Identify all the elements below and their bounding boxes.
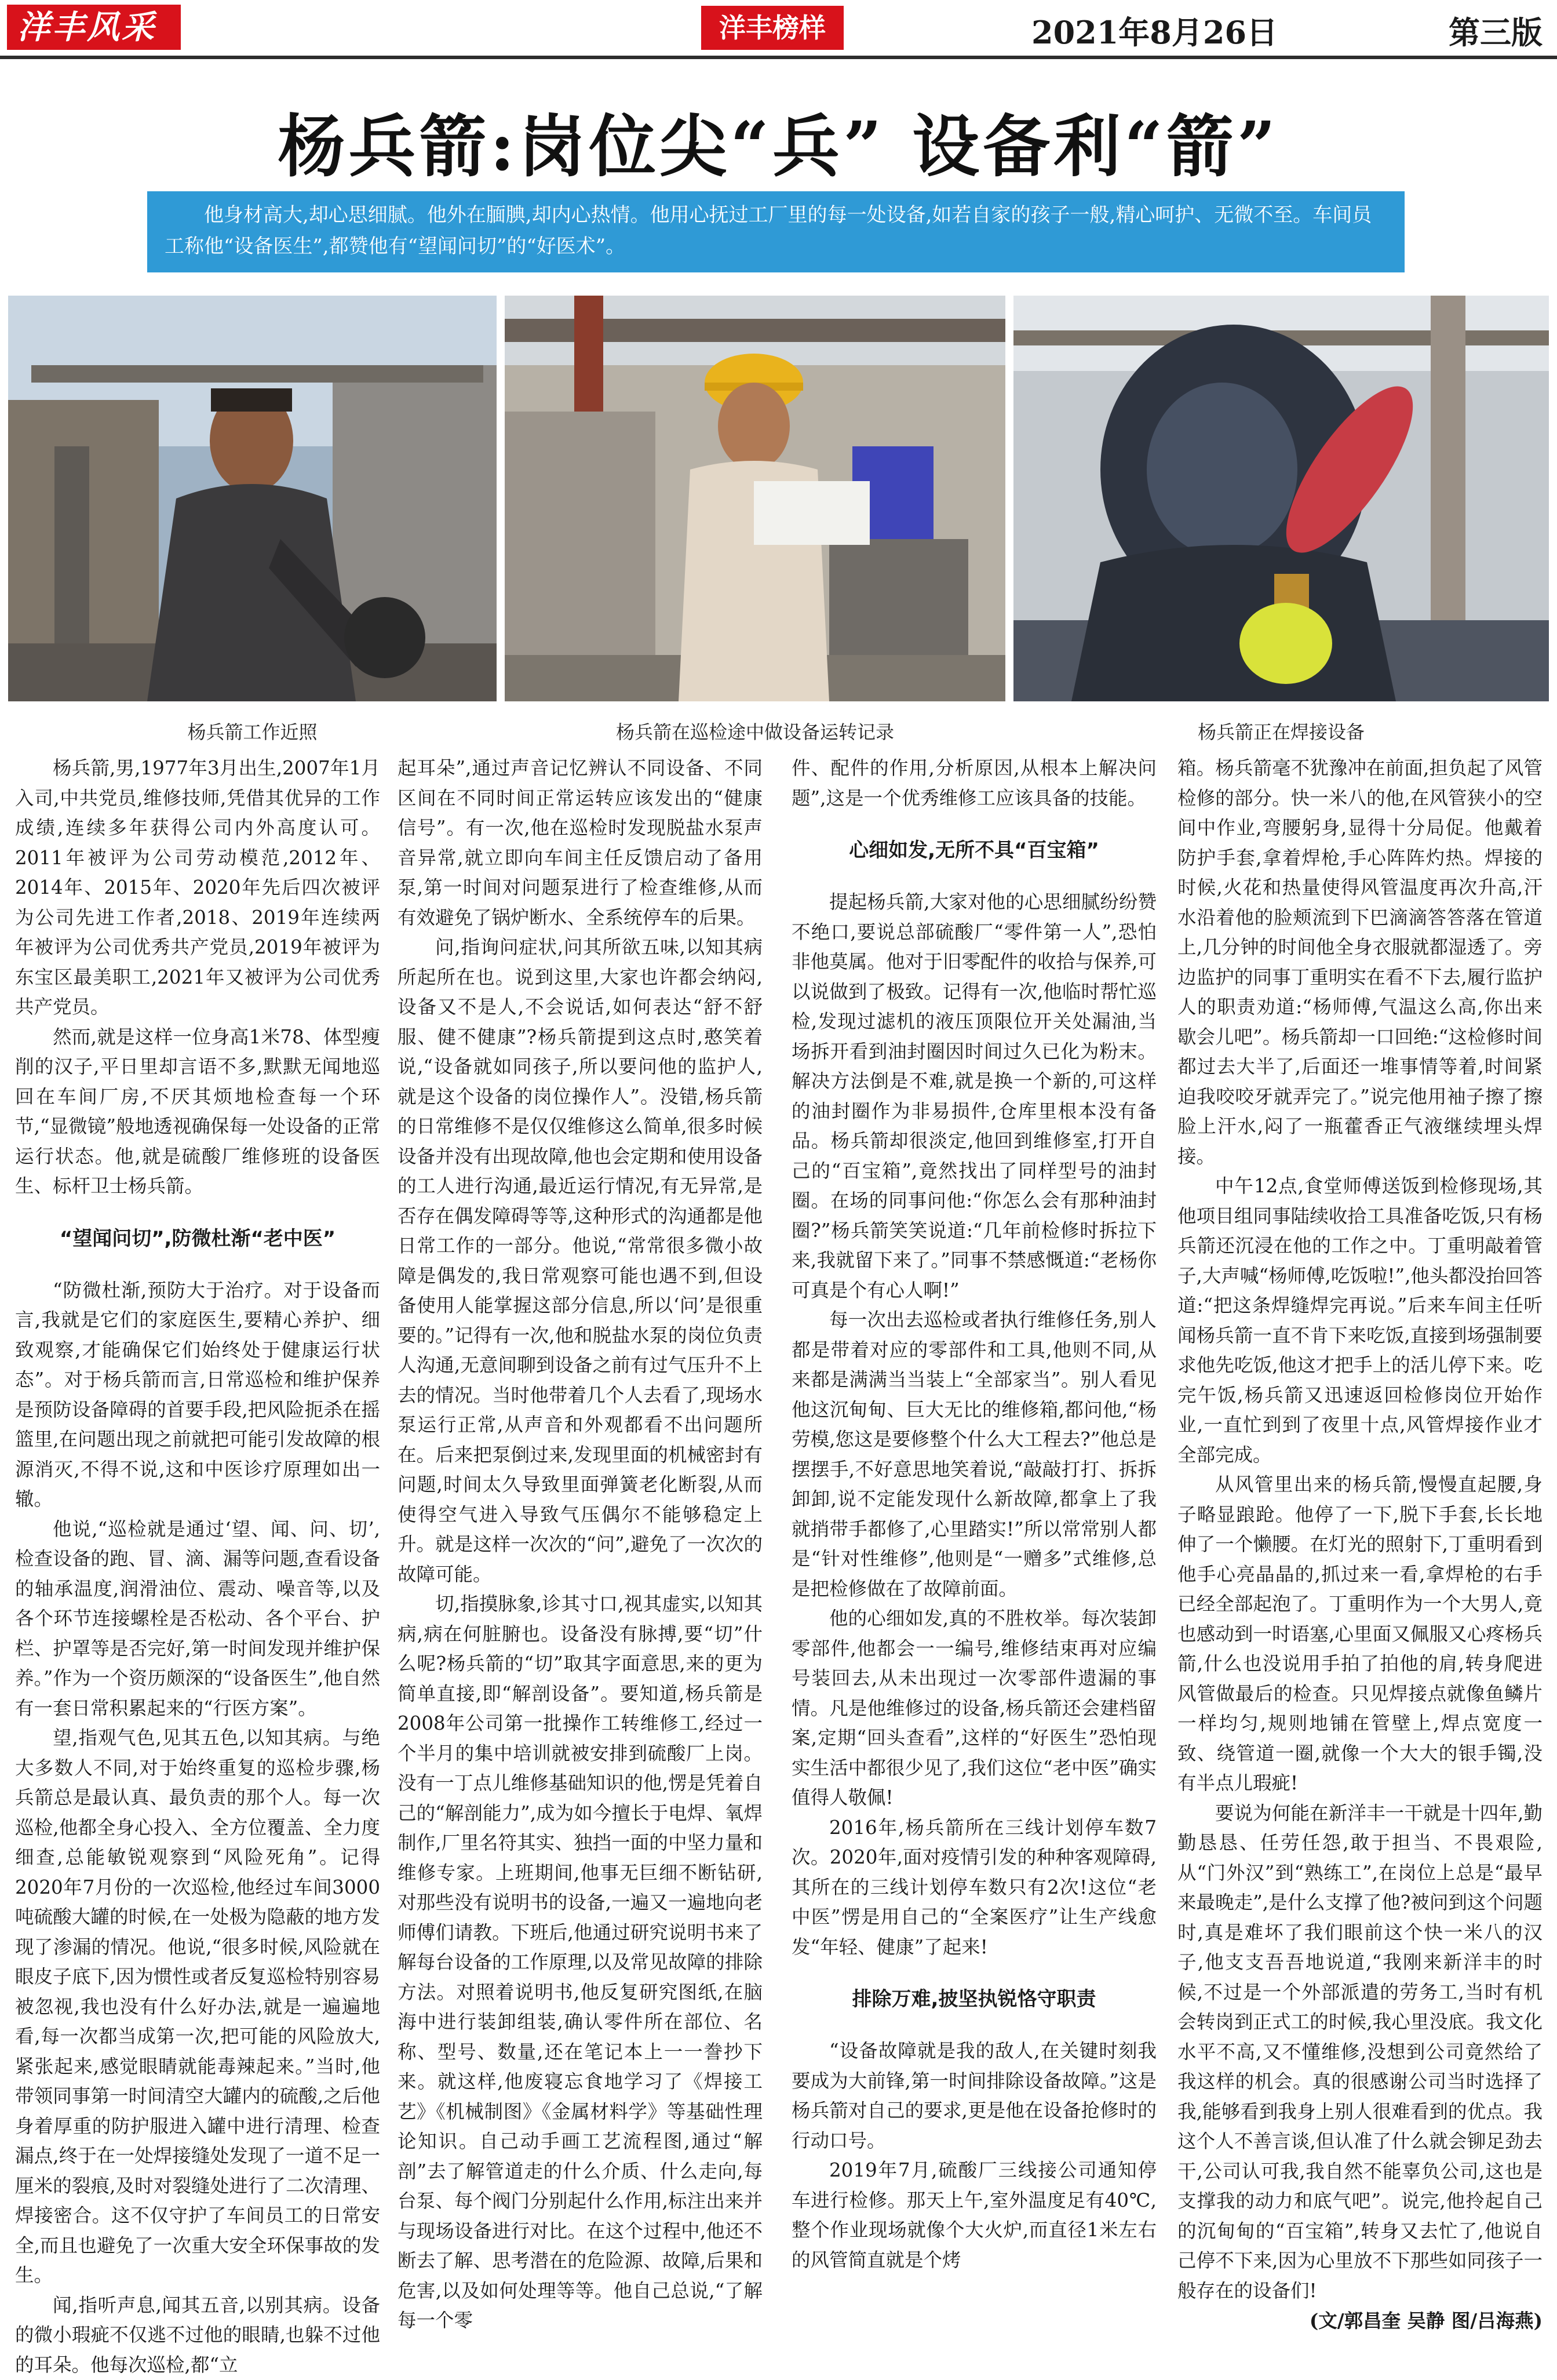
page-number: 第三版 xyxy=(1449,8,1543,53)
photo-caption: 杨兵箭工作近照 xyxy=(8,718,497,744)
paragraph: 中午12点,食堂师傅送饭到检修现场,其他项目组同事陆续收拾工具准备吃饭,只有杨兵箭还沉浸在他的工作之中。丁重明敲着管子,大声喊“杨师傅,吃饭啦!”,他头都没抬回答道:“把这条焊缝焊完再说。”后来车间主任听闻杨兵箭一直不肯下来吃饭,直接到场强制要求他先吃饭,他这才把手上的活儿停下来。吃完午饭,杨兵箭又迅速返回检修岗位开始作业,一直忙到到了夜里十点,风管焊接作业才全部完成。 xyxy=(1177,1171,1543,1470)
paragraph: 闻,指听声息,闻其五音,以别其病。设备的微小瑕疵不仅逃不过他的眼睛,也躲不过他的耳朵。他每次巡检,都“立 xyxy=(15,2291,380,2380)
article-column-2 xyxy=(398,754,763,2336)
paragraph: 件、配件的作用,分析原因,从根本上解决问题”,这是一个优秀维修工应该具备的技能。 xyxy=(792,754,1157,813)
masthead xyxy=(0,0,1557,58)
paragraph: 2016年,杨兵箭所在三线计划停车数7次。2020年,面对疫情引发的种种客观障碍,其所在的三线计划停车数只有2次!这位“老中医”愣是用自己的“全案医疗”让生产线愈发“年轻、健康”了起来! xyxy=(792,1813,1157,1963)
masthead-rule xyxy=(0,56,1557,59)
section-subheading: 心细如发,无所不具“百宝箱” xyxy=(792,836,1157,864)
section-subheading: “望闻问切”,防微杜渐“老中医” xyxy=(15,1225,380,1253)
paragraph: 2019年7月,硫酸厂三线接公司通知停车进行检修。那天上午,室外温度足有40℃,整个作业现场就像个大火炉,而直径1米左右的风管简直就是个烤 xyxy=(792,2156,1157,2275)
paragraph: 切,指摸脉象,诊其寸口,视其虚实,以知其病,病在何脏腑也。设备没有脉搏,要“切”什么呢?杨兵箭的“切”取其字面意思,来的更为简单直接,即“解剖设备”。要知道,杨兵箭是2008年公司第一批操作工转维修工,经过一个半月的集中培训就被安排到硫酸厂上岗。没有一丁点儿维修基础知识的他,愣是凭着自己的“解剖能力”,成为如今擅长于电焊、氧焊制作,厂里名符其实、独挡一面的中坚力量和维修专家。上班期间,他事无巨细不断钻研,对那些没有说明书的设备,一遍又一遍地向老师傅们请教。下班后,他通过研究说明书来了解每台设备的工作原理,以及常见故障的排除方法。对照着说明书,他反复研究图纸,在脑海中进行装卸组装,确认零件所在部位、名称、型号、数量,还在笔记本上一一誊抄下来。就这样,他废寝忘食地学习了《焊接工艺》《机械制图》《金属材料学》等基础性理论知识。自己动手画工艺流程图,通过“解剖”去了解管道走的什么介质、什么走向,每台泵、每个阀门分别起什么作用,标注出来并与现场设备进行对比。在这个过程中,他还不断去了解、思考潜在的危险源、故障,后果和危害,以及如何处理等等。他自己总说,“了解每一个零 xyxy=(398,1589,763,2336)
intro-box: 他身材高大,却心思细腻。他外在腼腆,却内心热情。他用心抚过工厂里的每一处设备,如若自家的孩子一般,精心呵护、无微不至。车间员工称他“设备医生”,都赞他有“望闻问切”的“好医术”。 xyxy=(147,191,1405,272)
photo-caption: 杨兵箭在巡检途中做设备运转记录 xyxy=(505,718,1005,744)
article-column-3 xyxy=(792,754,1157,2275)
paragraph: “设备故障就是我的敌人,在关键时刻我要成为大前锋,第一时间排除设备故障。”这是杨兵箭对自己的要求,更是他在设备抢修时的行动口号。 xyxy=(792,2036,1157,2156)
article-column-1 xyxy=(15,754,380,2380)
paragraph: 从风管里出来的杨兵箭,慢慢直起腰,身子略显踉跄。他停了一下,脱下手套,长长地伸了一个懒腰。在灯光的照射下,丁重明看到他手心亮晶晶的,抓过来一看,拿焊枪的右手已经全部起泡了。丁重明作为一个大男人,竟也感动到一时语塞,心里面又佩服又心疼杨兵箭,什么也没说用手拍了拍他的肩,转身爬进风管做最后的检查。只见焊接点就像鱼鳞片一样均匀,规则地铺在管壁上,焊点宽度一致、绕管道一圈,就像一个大大的银手镯,没有半点儿瑕疵! xyxy=(1177,1470,1543,1799)
paragraph: 他的心细如发,真的不胜枚举。每次装卸零部件,他都会一一编号,维修结束再对应编号装回去,从未出现过一次零部件遗漏的事情。凡是他维修过的设备,杨兵箭还会建档留案,定期“回头查看”,这样的“好医生”恐怕现实生活中都很少见了,我们这位“老中医”确实值得人敬佩! xyxy=(792,1604,1157,1813)
byline-credit: (文/郭昌奎 吴静 图/吕海燕) xyxy=(1177,2306,1543,2336)
paragraph: 提起杨兵箭,大家对他的心思细腻纷纷赞不绝口,要说总部硫酸厂“零件第一人”,恐怕非他莫属。他对于旧零配件的收拾与保养,可以说做到了极致。记得有一次,他临时帮忙巡检,发现过滤机的液压顶限位开关处漏油,当场拆开看到油封圈因时间过久已化为粉末。解决方法倒是不难,就是换一个新的,可这样的油封圈作为非易损件,仓库里根本没有备品。杨兵箭却很淡定,他回到维修室,打开自己的“百宝箱”,竟然找出了同样型号的油封圈。在场的同事问他:“你怎么会有那种油封圈?”杨兵箭笑笑说道:“几年前检修时拆拉下来,我就留下来了。”同事不禁感慨道:“老杨你可真是个有心人啊!” xyxy=(792,887,1157,1305)
paragraph: 箱。杨兵箭毫不犹豫冲在前面,担负起了风管检修的部分。快一米八的他,在风管狭小的空间中作业,弯腰躬身,显得十分局促。他戴着防护手套,拿着焊枪,手心阵阵灼热。焊接的时候,火花和热量使得风管温度再次升高,汗水沿着他的脸颊流到下巴滴滴答答落在管道上,几分钟的时间他全身衣服就都湿透了。旁边监护的同事丁重明实在看不下去,履行监护人的职责劝道:“杨师傅,气温这么高,你出来歇会儿吧”。杨兵箭却一口回绝:“这检修时间都过去大半了,后面还一堆事情等着,时间紧迫我咬咬牙就弄完了。”说完他用袖子擦了擦脸上汗水,闷了一瓶藿香正气液继续埋头焊接。 xyxy=(1177,754,1543,1171)
paragraph: 杨兵箭,男,1977年3月出生,2007年1月入司,中共党员,维修技师,凭借其优异的工作成绩,连续多年获得公司内外高度认可。2011年被评为公司劳动模范,2012年、2014年、2015年、2020年先后四次被评为公司先进工作者,2018、2019年连续两年被评为公司优秀共产党员,2019年被评为东宝区最美职工,2021年又被评为公司优秀共产党员。 xyxy=(15,754,380,1022)
welding-photo xyxy=(1013,296,1549,701)
portrait-photo xyxy=(8,296,497,701)
article-column-4 xyxy=(1177,754,1543,2336)
paragraph: 要说为何能在新洋丰一干就是十四年,勤勤恳恳、任劳任怨,敢于担当、不畏艰险,从“门外汉”到“熟练工”,在岗位上总是“最早来最晚走”,是什么支撑了他?被问到这个问题时,真是难坏了我们眼前这个快一米八的汉子,他支支吾吾地说道,“我刚来新洋丰的时候,不过是一个外部派遣的劳务工,当时有机会转岗到正式工的时候,我心里没底。我文化水平不高,又不懂维修,没想到公司竟然给了我这样的机会。真的很感谢公司当时选择了我,能够看到我身上别人很难看到的优点。我这个人不善言谈,但认准了什么就会铆足劲去干,公司认可我,我自然不能辜负公司,这也是支撑我的动力和底气吧”。说完,他拎起自己的沉甸甸的“百宝箱”,转身又去忙了,他说自己停不下来,因为心里放不下那些如同孩子一般存在的设备们! xyxy=(1177,1799,1543,2306)
section-tag: 洋丰榜样 xyxy=(701,6,844,50)
photo-caption: 杨兵箭正在焊接设备 xyxy=(1013,718,1549,744)
section-subheading: 排除万难,披坚执锐恪守职责 xyxy=(792,1985,1157,2013)
paragraph: 他说,“巡检就是通过‘望、闻、问、切’,检查设备的跑、冒、滴、漏等问题,查看设备的轴承温度,润滑油位、震动、噪音等,以及各个环节连接螺栓是否松动、各个平台、护栏、护罩等是否完好,第一时间发现并维护保养。”作为一个资历颇深的“设备医生”,他自然有一套日常积累起来的“行医方案”。 xyxy=(15,1515,380,1724)
article-headline: 杨兵箭:岗位尖“兵” 设备利“箭” xyxy=(0,93,1557,190)
paragraph: 每一次出去巡检或者执行维修任务,别人都是带着对应的零部件和工具,他则不同,从来都是满满当当装上“全部家当”。别人看见他这沉甸甸、巨大无比的维修箱,都问他,“杨劳模,您这是要修整个什么大工程去?”他总是摆摆手,不好意思地笑着说,“敲敲打打、拆拆卸卸,说不定能发现什么新故障,都拿上了我就捎带手都修了,心里踏实!”所以常常别人都是“针对性维修”,他则是“一赠多”式维修,总是把检修做在了故障前面。 xyxy=(792,1305,1157,1604)
paragraph: 问,指询问症状,问其所欲五味,以知其病所起所在也。说到这里,大家也许都会纳闷,设备又不是人,不会说话,如何表达“舒不舒服、健不健康”?杨兵箭提到这点时,憨笑着说,“设备就如同孩子,所以要问他的监护人,就是这个设备的岗位操作人”。没错,杨兵箭的日常维修不是仅仅维修这么简单,很多时候设备并没有出现故障,他也会定期和使用设备的工人进行沟通,最近运行情况,有无异常,是否存在偶发障碍等等,这种形式的沟通都是他日常工作的一部分。他说,“常常很多微小故障是偶发的,我日常观察可能也遇不到,但设备使用人能掌握这部分信息,所以‘问’是很重要的。”记得有一次,他和脱盐水泵的岗位负责人沟通,无意间聊到设备之前有过气压升不上去的情况。当时他带着几个人去看了,现场水泵运行正常,从声音和外观都看不出问题所在。后来把泵倒过来,发现里面的机械密封有问题,时间太久导致里面弹簧老化断裂,从而使得空气进入导致气压偶尔不能够稳定上升。就是这样一次次的“问”,避免了一次次的故障可能。 xyxy=(398,933,763,1589)
paragraph: 望,指观气色,见其五色,以知其病。与绝大多数人不同,对于始终重复的巡检步骤,杨兵箭总是最认真、最负责的那个人。每一次巡检,他都全身心投入、全方位覆盖、全力度细查,总能敏锐观察到“风险死角”。记得2020年7月份的一次巡检,他经过车间3000吨硫酸大罐的时候,在一处极为隐蔽的地方发现了渗漏的情况。他说,“很多时候,风险就在眼皮子底下,因为惯性或者反复巡检特别容易被忽视,我也没有什么好办法,就是一遍遍地看,每一次都当成第一次,把可能的风险放大,紧张起来,感觉眼睛就能毒辣起来。”当时,他带领同事第一时间清空大罐内的硫酸,之后他身着厚重的防护服进入罐中进行清理、检查漏点,终于在一处焊接缝处发现了一道不足一厘米的裂痕,及时对裂缝处进行了二次清理、焊接密合。这不仅守护了车间员工的日常安全,而且也避免了一次重大安全环保事故的发生。 xyxy=(15,1723,380,2291)
paragraph: “防微杜渐,预防大于治疗。对于设备而言,我就是它们的家庭医生,要精心养护、细致观察,才能确保它们始终处于健康运行状态”。对于杨兵箭而言,日常巡检和维护保养是预防设备障碍的首要手段,把风险扼杀在摇篮里,在问题出现之前就把可能引发故障的根源消灭,不得不说,这和中医诊疗原理如出一辙。 xyxy=(15,1276,380,1515)
paragraph: 然而,就是这样一位身高1米78、体型瘦削的汉子,平日里却言语不多,默默无闻地巡回在车间厂房,不厌其烦地检查每一个环节,“显微镜”般地透视确保每一处设备的正常运行状态。他,就是硫酸厂维修班的设备医生、标杆卫士杨兵箭。 xyxy=(15,1022,380,1202)
inspection-photo xyxy=(505,296,1005,701)
issue-date: 2021年8月26日 xyxy=(1031,8,1278,53)
paragraph: 起耳朵”,通过声音记忆辨认不同设备、不同区间在不同时间正常运转应该发出的“健康信号”。有一次,他在巡检时发现脱盐水泵声音异常,就立即向车间主任反馈启动了备用泵,第一时间对问题泵进行了检查维修,从而有效避免了锅炉断水、全系统停车的后果。 xyxy=(398,754,763,933)
paper-logo: 洋丰风采 xyxy=(7,5,181,50)
